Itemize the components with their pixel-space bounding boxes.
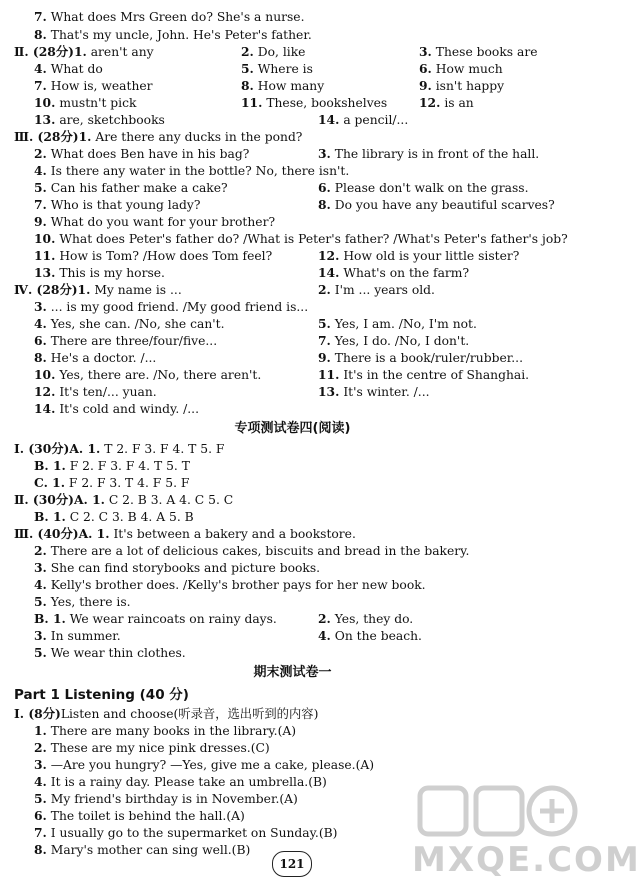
answer-cell: 11. How is Tom? /How does Tom feel? (34, 248, 273, 263)
answer-cell: 3. The library is in front of the hall. (318, 146, 540, 161)
answer-cell: 3. These books are (419, 44, 538, 59)
answer-cell: 9. isn't happy (419, 78, 505, 93)
answer-cell: 14. What's on the farm? (318, 265, 470, 280)
watermark-text: MXQE.COM (412, 840, 641, 880)
answer-cell: 2. Do, like (241, 44, 306, 59)
answer-cell: 5. We wear thin clothes. (34, 645, 186, 660)
watermark-logo (412, 782, 641, 882)
answer-cell: Ⅳ. (28分)1. My name is ... (14, 282, 182, 297)
answer-cell: 5. Yes, there is. (34, 594, 131, 609)
answer-cell: 7. How is, weather (34, 78, 153, 93)
answer-cell: 10. Yes, there are. /No, there aren't. (34, 367, 262, 382)
answer-cell: 5. Yes, I am. /No, I'm not. (318, 316, 477, 331)
answer-cell: 10. What does Peter's father do? /What is Peter's father? /What's Peter's father's job? (34, 231, 568, 246)
answer-cell: 4. It is a rainy day. Please take an umbrella.(B) (34, 774, 327, 789)
answer-cell: 8. How many (241, 78, 325, 93)
answer-cell: 6. The toilet is behind the hall.(A) (34, 808, 245, 823)
answer-cell: 7. Yes, I do. /No, I don't. (318, 333, 470, 348)
answer-cell: 11. These, bookshelves (241, 95, 388, 110)
answer-cell: 4. Yes, she can. /No, she can't. (34, 316, 225, 331)
answer-cell: 10. mustn't pick (34, 95, 137, 110)
page-number: 121 (272, 851, 312, 877)
answer-cell: 12. It's ten/... yuan. (34, 384, 157, 399)
answer-cell: 5. Where is (241, 61, 313, 76)
answer-cell: 3. She can find storybooks and picture books. (34, 560, 321, 575)
part-heading-listening: Part 1 Listening (40 分) (14, 687, 189, 703)
answer-cell: B. 1. C 2. C 3. B 4. A 5. B (34, 509, 194, 524)
answer-cell: 2. What does Ben have in his bag? (34, 146, 250, 161)
answer-cell: 2. I'm ... years old. (318, 282, 435, 297)
answer-cell: 4. Kelly's brother does. /Kelly's brother pays for her new book. (34, 577, 426, 592)
answer-cell: 8. Mary's mother can sing well.(B) (34, 842, 251, 857)
answer-cell: 3. In summer. (34, 628, 121, 643)
answer-cell: 6. Please don't walk on the grass. (318, 180, 529, 195)
answer-cell: 5. Can his father make a cake? (34, 180, 228, 195)
answer-cell: 4. What do (34, 61, 103, 76)
answer-cell: 14. It's cold and windy. /... (34, 401, 199, 416)
answer-cell: Ⅰ. (8分)Listen and choose(听录音，选出听到的内容) (14, 706, 319, 721)
answer-cell: 8. Do you have any beautiful scarves? (318, 197, 555, 212)
answer-cell: 7. Who is that young lady? (34, 197, 201, 212)
answer-cell: 8. He's a doctor. /... (34, 350, 157, 365)
section-heading-final-test: 期末测试卷一 (253, 665, 332, 680)
answer-cell: 3. ... is my good friend. /My good friend is... (34, 299, 309, 314)
answer-cell: Ⅲ. (28分)1. Are there any ducks in the pond? (14, 129, 303, 144)
answer-cell: 7. What does Mrs Green do? She's a nurse. (34, 9, 305, 24)
answer-cell: B. 1. F 2. F 3. F 4. T 5. T (34, 458, 190, 473)
answer-cell: 4. Is there any water in the bottle? No, there isn't. (34, 163, 350, 178)
answer-cell: 6. There are three/four/five... (34, 333, 218, 348)
answer-cell: 4. On the beach. (318, 628, 422, 643)
answer-cell: 5. My friend's birthday is in November.(A) (34, 791, 298, 806)
answer-cell: 9. What do you want for your brother? (34, 214, 276, 229)
watermark-icon (412, 782, 582, 842)
answer-cell: 12. How old is your little sister? (318, 248, 520, 263)
answer-cell: 13. This is my horse. (34, 265, 165, 280)
answer-cell: 9. There is a book/ruler/rubber... (318, 350, 523, 365)
answer-cell: B. 1. We wear raincoats on rainy days. (34, 611, 277, 626)
section-heading-reading-test: 专项测试卷四(阅读) (234, 421, 351, 436)
answer-cell: Ⅱ. (30分)A. 1. C 2. B 3. A 4. C 5. C (14, 492, 234, 507)
answer-cell: C. 1. F 2. F 3. T 4. F 5. F (34, 475, 190, 490)
answer-cell: Ⅱ. (28分)1. aren't any (14, 44, 154, 59)
answer-cell: 8. That's my uncle, John. He's Peter's father. (34, 27, 312, 42)
answer-cell: 11. It's in the centre of Shanghai. (318, 367, 530, 382)
answer-cell: Ⅰ. (30分)A. 1. T 2. F 3. F 4. T 5. F (14, 441, 225, 456)
answer-cell: 14. a pencil/... (318, 112, 409, 127)
answer-cell: 2. Yes, they do. (318, 611, 414, 626)
answer-cell: Ⅲ. (40分)A. 1. It's between a bakery and a bookstore. (14, 526, 356, 541)
answer-cell: 13. It's winter. /... (318, 384, 430, 399)
answer-cell: 6. How much (419, 61, 503, 76)
answer-cell: 12. is an (419, 95, 474, 110)
answer-cell: 3. —Are you hungry? —Yes, give me a cake, please.(A) (34, 757, 375, 772)
answer-cell: 7. I usually go to the supermarket on Sunday.(B) (34, 825, 338, 840)
answer-cell: 1. There are many books in the library.(A) (34, 723, 297, 738)
answer-cell: 2. These are my nice pink dresses.(C) (34, 740, 270, 755)
answer-cell: 2. There are a lot of delicious cakes, biscuits and bread in the bakery. (34, 543, 470, 558)
answer-cell: 13. are, sketchbooks (34, 112, 165, 127)
